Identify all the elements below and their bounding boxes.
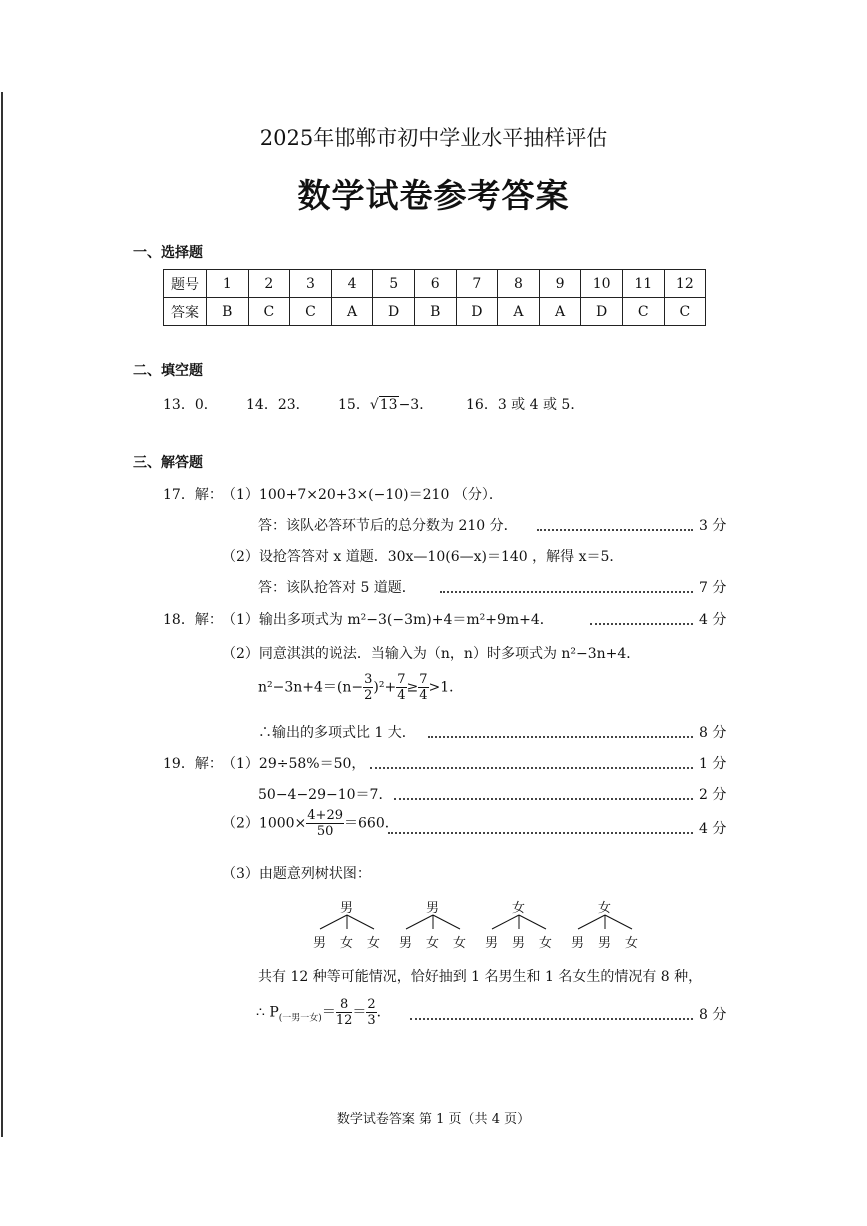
- denominator: 4: [397, 688, 406, 703]
- fraction: [306, 808, 344, 839]
- answer-cell: C: [622, 298, 664, 326]
- fraction: [396, 672, 406, 703]
- tree-branch: [605, 915, 632, 929]
- leader-dots: [388, 832, 693, 834]
- tree-leaf: 女: [625, 936, 639, 951]
- answer-cell: B: [414, 298, 456, 326]
- q18-label: 18．解：: [163, 612, 223, 628]
- tree-branch: [492, 915, 519, 929]
- question-number: 11: [622, 270, 664, 298]
- q18-part1: （1）输出多项式为 m²−3(−3m)+4＝m²+9m+4．: [222, 612, 554, 628]
- numerator: 2: [367, 997, 376, 1012]
- eq-part: （2）1000×: [222, 815, 307, 832]
- tree-leaf: 女: [539, 936, 553, 951]
- answer-cell: C: [664, 298, 706, 326]
- section-heading-solve: 三、解答题: [133, 455, 203, 471]
- denominator: 12: [335, 1013, 353, 1028]
- answer-cell: C: [290, 298, 332, 326]
- denominator: 4: [419, 688, 428, 703]
- answer-cell: D: [581, 298, 623, 326]
- tree-root: 女: [598, 901, 612, 916]
- tree-leaf: 男: [313, 936, 327, 951]
- score-q18-2: 8 分: [699, 725, 727, 741]
- denominator: 2: [364, 688, 373, 703]
- answer-cell: A: [331, 298, 373, 326]
- eq-part: ＝: [352, 1004, 367, 1021]
- eq-part: ≥: [406, 679, 419, 696]
- eq-part: ∴ P: [256, 1004, 279, 1021]
- question-number: 2: [248, 270, 290, 298]
- answer-cell: A: [539, 298, 581, 326]
- question-number: 6: [414, 270, 456, 298]
- tree-leaf: 女: [340, 936, 354, 951]
- tree-leaf: 男: [485, 936, 499, 951]
- numerator: 8: [336, 997, 353, 1013]
- leader-dots: [370, 767, 693, 769]
- answer-q15: [338, 394, 433, 414]
- page-left-border: [1, 92, 3, 1137]
- answer-row: [164, 298, 706, 326]
- tree-leaf: 女: [367, 936, 381, 951]
- tree-branch: [578, 915, 605, 929]
- q17-part1: （1）100+7×20+3×(−10)＝210 （分）．: [222, 487, 503, 503]
- fraction: [366, 997, 376, 1028]
- row-label: 答案: [164, 298, 207, 326]
- question-number: 1: [207, 270, 249, 298]
- eq-part: ．: [376, 1004, 391, 1021]
- eq-part: n²−3n+4＝(n−: [258, 679, 364, 696]
- question-number: 8: [498, 270, 540, 298]
- question-number: 10: [581, 270, 623, 298]
- fraction: [336, 997, 353, 1028]
- tree-root: 男: [340, 901, 354, 916]
- q19-summary: 共有 12 种等可能情况，恰好抽到 1 名男生和 1 名女生的情况有 8 种，: [258, 969, 703, 985]
- leader-dots: [410, 1018, 693, 1020]
- answer-cell: A: [498, 298, 540, 326]
- score-q18-1: 4 分: [699, 612, 727, 628]
- section-heading-choice: 一、选择题: [133, 245, 203, 261]
- answer-table: [163, 269, 706, 326]
- eq-part: ＝660．: [344, 815, 399, 832]
- tree-branch: [320, 915, 347, 929]
- q19-probability: [256, 997, 391, 1028]
- tree-leaf: 男: [571, 936, 585, 951]
- section-heading-fill: 二、填空题: [133, 363, 203, 379]
- tree-leaf: 女: [453, 936, 467, 951]
- leader-dots: [394, 798, 693, 800]
- question-number: 3: [290, 270, 332, 298]
- q19-part1b: 50−4−29−10＝7．: [258, 787, 393, 803]
- q15-radicand: 13: [379, 397, 398, 413]
- q17-label: 17．解：: [163, 487, 223, 503]
- question-number: 12: [664, 270, 706, 298]
- answer-q16: 16．3 或 4 或 5．: [466, 397, 585, 413]
- q18-part2: （2）同意淇淇的说法．当输入为（n，n）时多项式为 n²−3n+4．: [222, 646, 641, 662]
- score-q19-2: 4 分: [699, 821, 727, 837]
- answer-q14: 14．23．: [246, 397, 310, 413]
- question-number-row: [164, 270, 706, 298]
- tree-branch: [406, 915, 433, 929]
- tree-leaf: 男: [598, 936, 612, 951]
- tree-leaf: 男: [399, 936, 413, 951]
- q17-answer1: 答：该队必答环节后的总分数为 210 分．: [258, 518, 518, 534]
- tree-root: 男: [426, 901, 440, 916]
- numerator: 7: [419, 672, 428, 687]
- answer-key-title: 数学试卷参考答案: [297, 176, 570, 215]
- row-label: 题号: [164, 270, 207, 298]
- answer-cell: C: [248, 298, 290, 326]
- leader-dots: [428, 736, 693, 738]
- leader-dots: [537, 529, 693, 531]
- q18-equation: [258, 672, 463, 703]
- question-number: 9: [539, 270, 581, 298]
- q15-suffix: −3．: [398, 397, 434, 413]
- answer-cell: D: [456, 298, 498, 326]
- denominator: 3: [367, 1013, 376, 1028]
- question-number: 5: [373, 270, 415, 298]
- leader-dots: [590, 623, 693, 625]
- tree-leaf: 女: [426, 936, 440, 951]
- q19-part2: [222, 808, 399, 839]
- answer-cell: D: [373, 298, 415, 326]
- fraction: [363, 672, 373, 703]
- fraction: [418, 672, 428, 703]
- q19-label: 19．解：: [163, 756, 223, 772]
- subscript: (一男一女): [278, 1013, 322, 1024]
- q19-part3: （3）由题意列树状图：: [222, 866, 371, 882]
- exam-title: 2025年邯郸市初中学业水平抽样评估: [259, 126, 608, 150]
- eq-part: >1．: [428, 679, 464, 696]
- q19-part1a: （1）29÷58%＝50，: [222, 756, 366, 772]
- denominator: 50: [316, 824, 334, 839]
- numerator: 7: [397, 672, 406, 687]
- score-q17-2: 7 分: [699, 580, 727, 596]
- q15-prefix: 15．: [338, 397, 370, 413]
- q17-answer2: 答：该队抢答对 5 道题．: [258, 580, 416, 596]
- tree-branch: [347, 915, 374, 929]
- tree-branch: [519, 915, 546, 929]
- numerator: 3: [364, 672, 373, 687]
- question-number: 4: [331, 270, 373, 298]
- score-q17-1: 3 分: [699, 518, 727, 534]
- answer-q13: 13．0．: [163, 397, 218, 413]
- tree-branch: [433, 915, 460, 929]
- tree-root: 女: [512, 901, 526, 916]
- q17-part2: （2）设抢答答对 x 道题．30x—10(6—x)＝140 ，解得 x＝5．: [222, 549, 624, 565]
- eq-part: ＝: [321, 1004, 336, 1021]
- answer-cell: B: [207, 298, 249, 326]
- eq-part: )²+: [373, 679, 397, 696]
- tree-leaf: 男: [512, 936, 526, 951]
- q18-conclusion: ∴输出的多项式比 1 大．: [258, 725, 416, 741]
- score-q19-3: 8 分: [699, 1007, 727, 1023]
- leader-dots: [440, 591, 693, 593]
- score-q19-1a: 1 分: [699, 756, 727, 772]
- numerator: 4+29: [307, 808, 343, 823]
- score-q19-1b: 2 分: [699, 787, 727, 803]
- question-number: 7: [456, 270, 498, 298]
- page-footer: 数学试卷答案 第 1 页（共 4 页）: [336, 1112, 531, 1127]
- sqrt-sign: √: [369, 397, 379, 413]
